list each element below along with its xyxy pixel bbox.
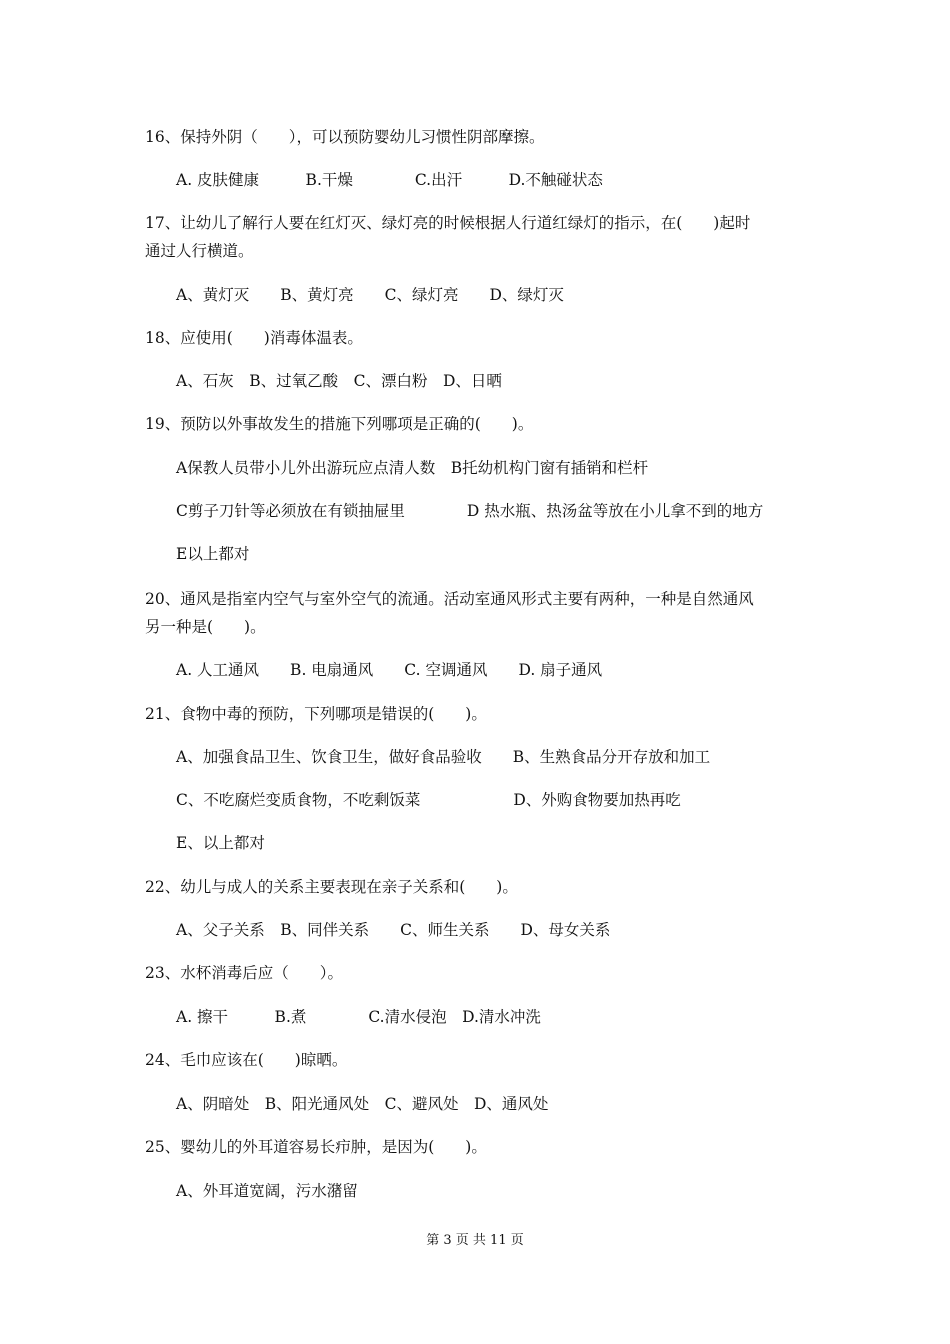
question-19-text: 19、预防以外事故发生的措施下列哪项是正确的( )。 (145, 415, 534, 433)
question-23-text: 23、水杯消毒后应（ ）。 (145, 964, 343, 982)
question-25-text: 25、婴幼儿的外耳道容易长疖肿，是因为( )。 (145, 1138, 487, 1156)
question-20-text-cont: 另一种是( )。 (145, 618, 266, 636)
question-21-options-2: C、不吃腐烂变质食物，不吃剩饭菜 D、外购食物要加热再吃 (176, 791, 681, 809)
question-17-options: A、黄灯灭 B、黄灯亮 C、绿灯亮 D、绿灯灭 (176, 286, 564, 304)
question-22-text: 22、幼儿与成人的关系主要表现在亲子关系和( )。 (145, 878, 518, 896)
question-22-options: A、父子关系 B、同伴关系 C、师生关系 D、母女关系 (176, 921, 611, 939)
question-24-text: 24、毛巾应该在( )晾晒。 (145, 1051, 348, 1069)
question-18-options: A、石灰 B、过氧乙酸 C、漂白粉 D、日晒 (176, 372, 502, 390)
question-25-options: A、外耳道宽阔，污水潴留 (176, 1182, 358, 1200)
page-footer: 第 3 页 共 11 页 (426, 1233, 524, 1248)
question-17-text: 17、让幼儿了解行人要在红灯灭、绿灯亮的时候根据人行道红绿灯的指示，在( )起时 (145, 214, 751, 232)
question-24-options: A、阴暗处 B、阳光通风处 C、避风处 D、通风处 (176, 1095, 549, 1113)
question-19-options-2: C剪子刀针等必须放在有锁抽屉里 D 热水瓶、热汤盆等放在小儿拿不到的地方 (176, 502, 764, 520)
question-17-text-cont: 通过人行横道。 (145, 242, 254, 260)
question-16-options: A. 皮肤健康 B.干燥 C.出汗 D.不触碰状态 (176, 171, 603, 189)
question-16-text: 16、保持外阴（ ），可以预防婴幼儿习惯性阴部摩擦。 (145, 128, 545, 146)
question-18-text: 18、应使用( )消毒体温表。 (145, 329, 363, 347)
question-20-options: A. 人工通风 B. 电扇通风 C. 空调通风 D. 扇子通风 (176, 661, 603, 679)
question-19-options-3: E以上都对 (176, 545, 250, 563)
question-21-options-3: E、以上都对 (176, 834, 265, 852)
question-19-options-1: A保教人员带小儿外出游玩应点清人数 B托幼机构门窗有插销和栏杆 (176, 459, 649, 477)
question-23-options: A. 擦干 B.煮 C.清水侵泡 D.清水冲洗 (176, 1008, 541, 1026)
question-20-text: 20、通风是指室内空气与室外空气的流通。活动室通风形式主要有两种，一种是自然通风 (145, 590, 754, 608)
question-21-options-1: A、加强食品卫生、饮食卫生，做好食品验收 B、生熟食品分开存放和加工 (176, 748, 711, 766)
question-21-text: 21、食物中毒的预防，下列哪项是错误的( )。 (145, 705, 487, 723)
